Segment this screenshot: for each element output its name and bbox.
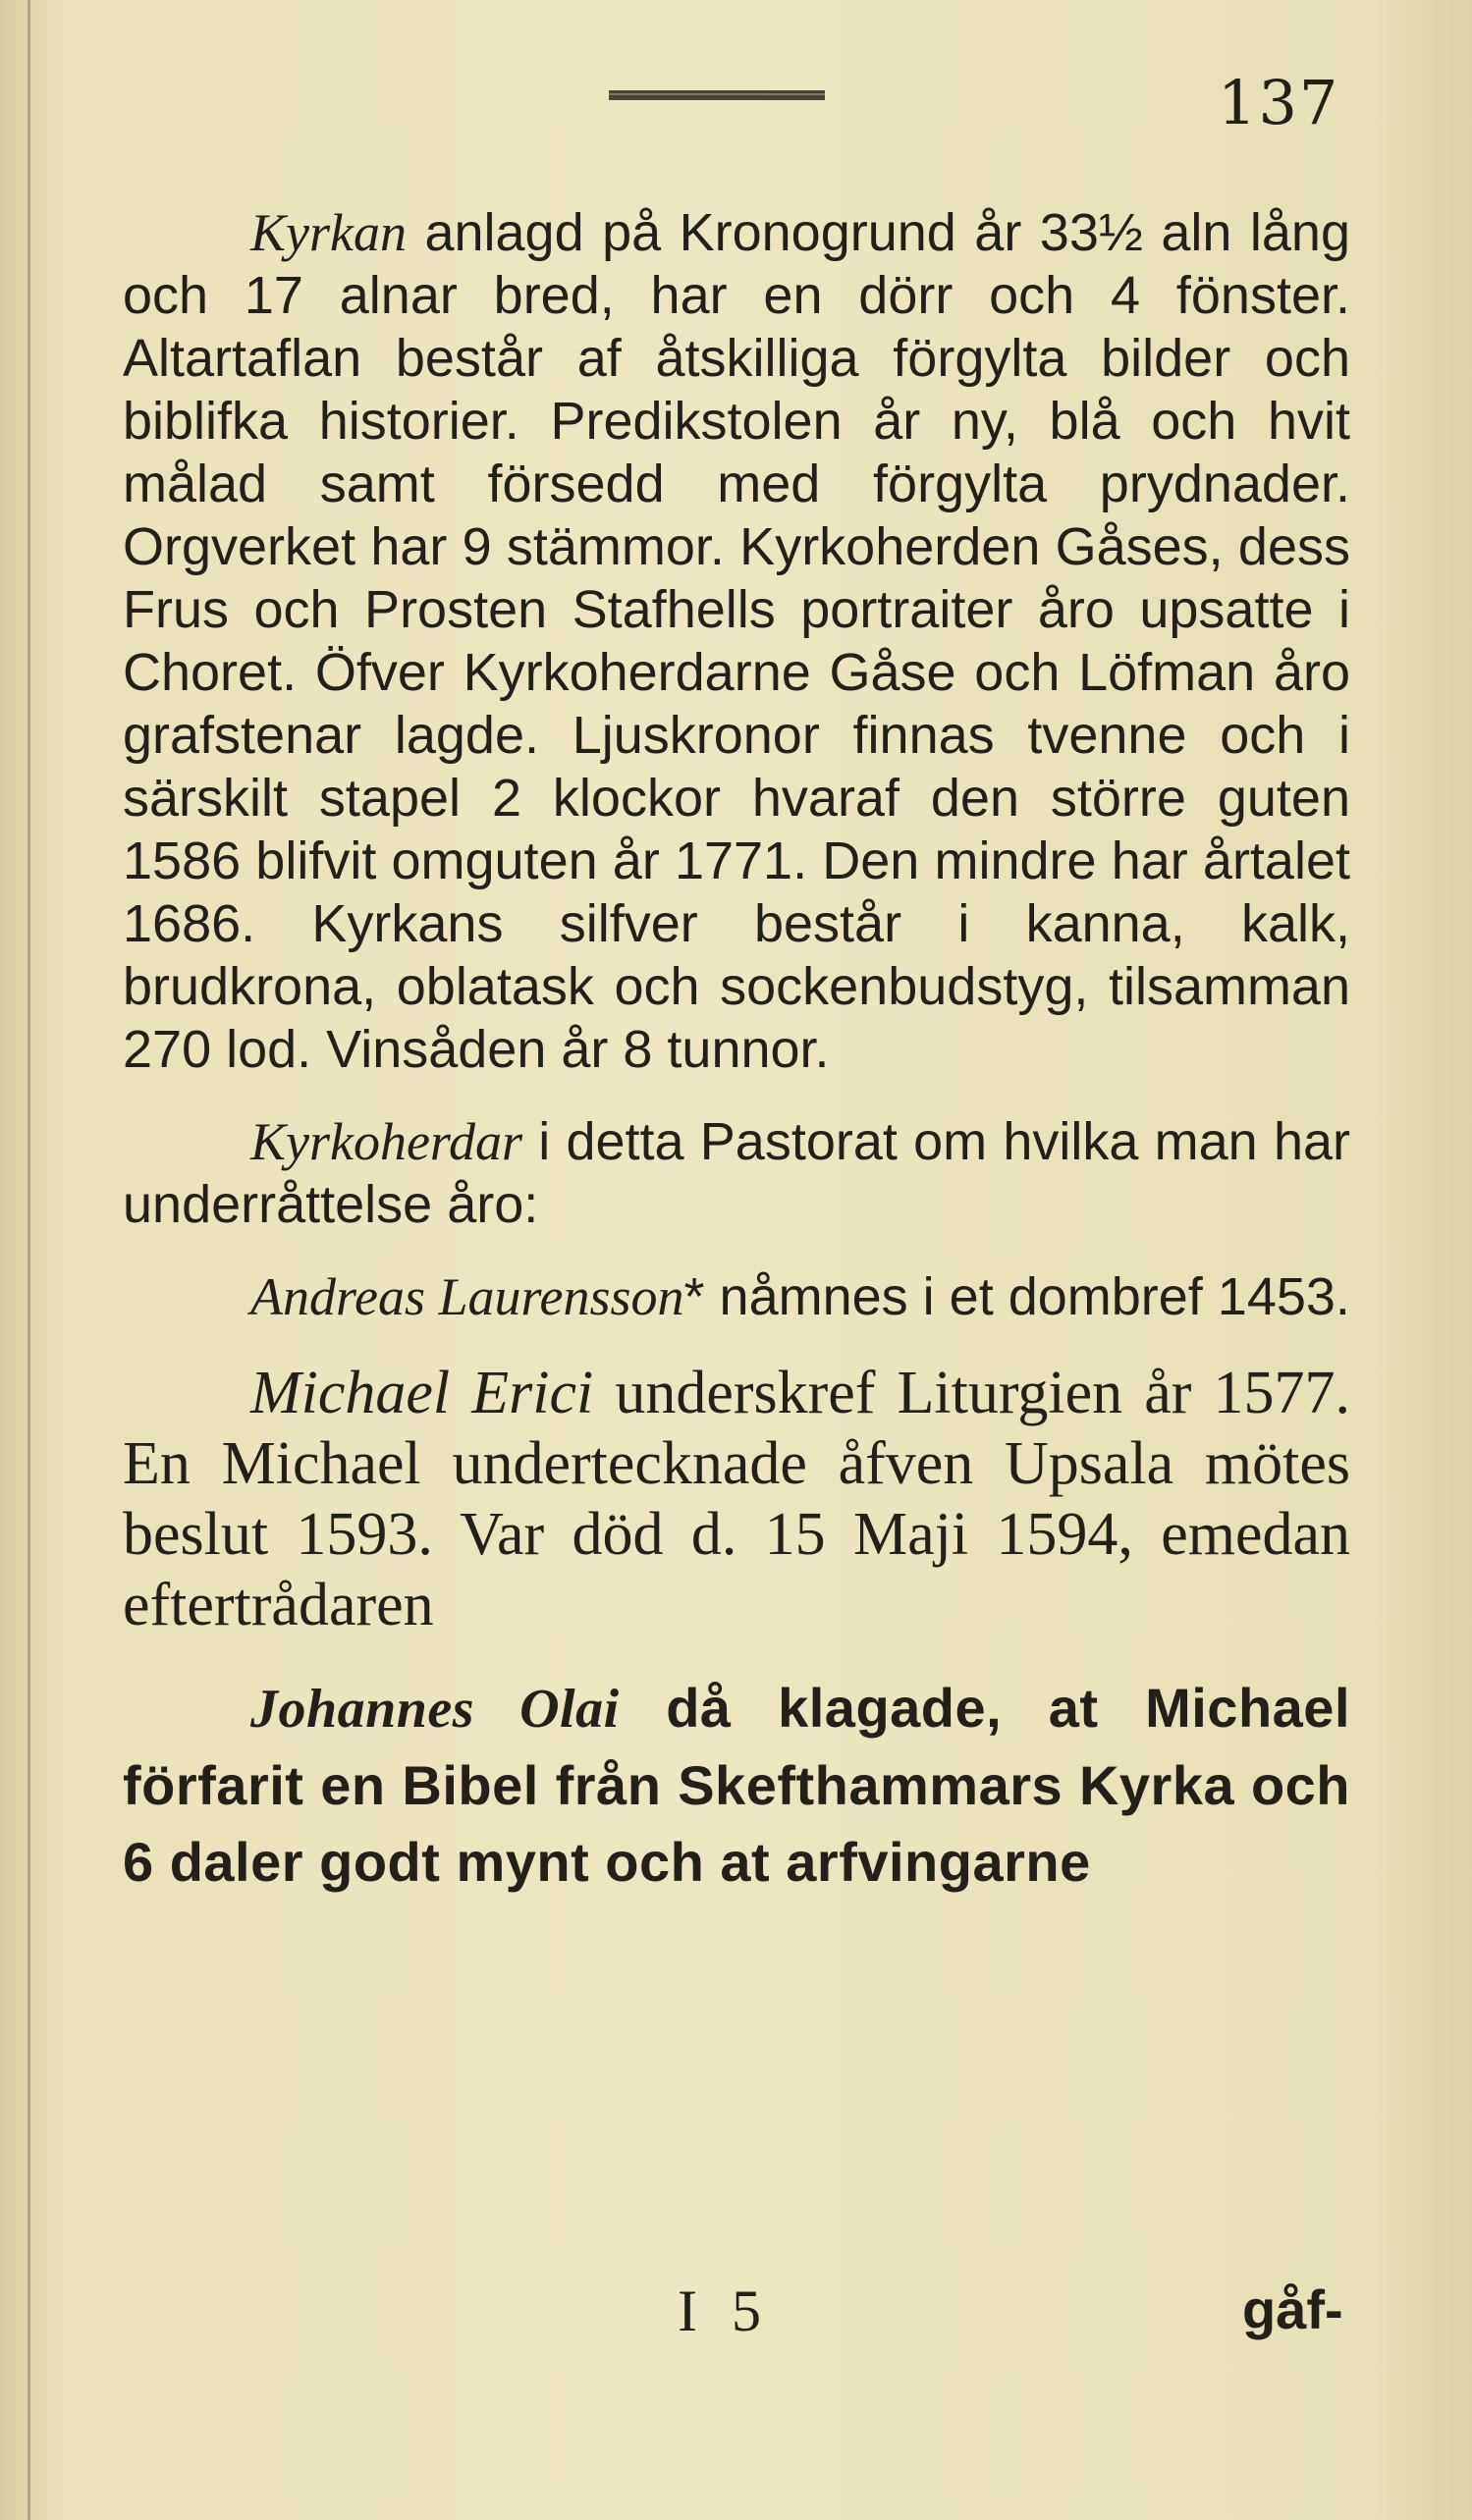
paragraph-lead: Michael Erici: [250, 1360, 594, 1426]
signature-mark: I 5: [678, 2279, 771, 2343]
paragraph-andreas: [123, 1265, 1350, 1328]
paragraph-lead: Andreas Laurensson: [250, 1267, 684, 1326]
paragraph-vicars-intro: [123, 1110, 1350, 1236]
catchword: gåf-: [1242, 2279, 1343, 2340]
paragraph-lead: Kyrkoherdar: [250, 1112, 522, 1171]
paragraph-text: * nåmnes i et dombref 1453.: [683, 1267, 1350, 1326]
paragraph-lead: Kyrkan: [250, 203, 407, 262]
paragraph-michael: [123, 1358, 1350, 1640]
paragraph-text: underskref Liturgien år 1577. En Michael undertecknade åfven Upsala mötes beslut 1593. Var död d. 15 Maji 1594, emedan eftertrådaren: [123, 1360, 1350, 1638]
page-number: 137: [1218, 67, 1340, 138]
header-ornament-rule: [609, 90, 825, 102]
paragraph-text: anlagd på Kronogrund år 33½ aln lång och 17 alnar bred, har en dörr och 4 fönster. Altartaflan består af åtskilliga förgylta bilder och biblifka historier. Predikstolen år ny, blå och hvit målad samt försedd med förgylta prydnader. Orgverket har 9 stämmor. Kyrkoherden Gåses, dess Frus och Prosten Stafhells portraiter åro upsatte i Choret. Öfver Kyrkoherdarne Gåse och Löfman åro grafstenar lagde. Ljuskronor finnas tvenne och i särskilt stapel 2 klockor hvaraf den större guten 1586 blifvit omguten år 1771. Den mindre har årtalet 1686. Kyrkans silfver består i kanna, kalk, brudkrona, oblatask och sockenbudstyg, tilsamman 270 lod. Vinsåden år 8 tunnor.: [123, 203, 1350, 1079]
paragraph-text: i detta Pastorat om hvilka man har underråttelse åro:: [123, 1112, 1350, 1234]
paragraph-lead: Johannes Olai: [250, 1679, 620, 1740]
body-text: [123, 201, 1350, 1901]
page-gutter-edge: [27, 0, 30, 2520]
paragraph-text: då klagade, at Michael förfarit en Bibel från Skefthammars Kyrka och 6 daler godt mynt och at arfvingarne: [123, 1677, 1350, 1893]
paragraph-johannes: [123, 1670, 1350, 1901]
paragraph-church-description: [123, 201, 1350, 1081]
